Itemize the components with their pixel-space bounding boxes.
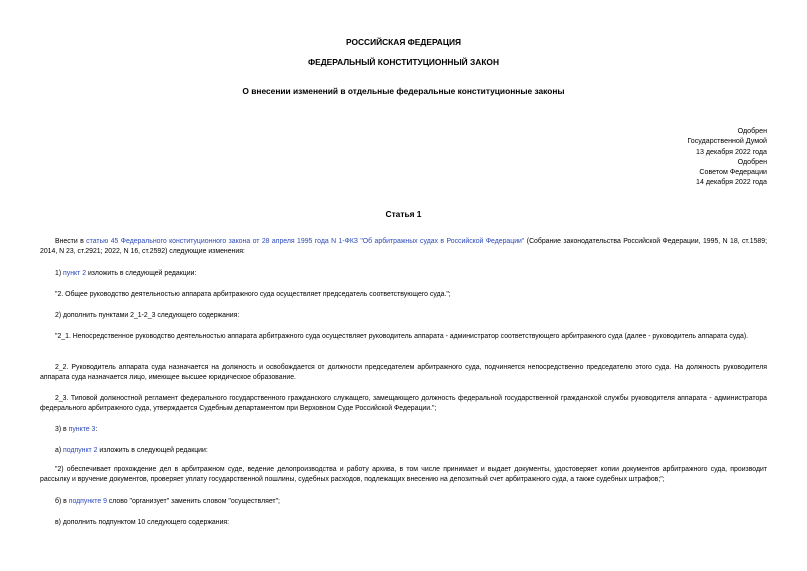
subitem-link[interactable]: подпункт 2 [63,447,98,454]
approval-block [467,126,767,188]
subitem-link[interactable]: подпункте 9 [68,498,107,505]
paragraph: б) в подпункте 9 слово "организует" заменить словом "осуществляет"; [55,498,280,505]
paragraph: 2) дополнить пунктами 2_1-2_3 следующего содержания: [55,312,240,319]
paragraph: 1) пункт 2 изложить в следующей редакции: [55,270,197,277]
paragraph: а) подпункт 2 изложить в следующей редакции: [55,447,208,454]
law-title: О внесении изменений в отдельные федеральные конституционные законы [242,86,565,96]
approval-line: Государственной Думой [687,137,767,146]
article-title: Статья 1 [385,209,422,219]
paragraph: 2_2. Руководитель аппарата суда назначается на должность и освобождается от должности председателем арбитражного суда, подчиняется непосредственно председателю этого суда. На должность руководителя аппарата суда назначается лицо, имеющее высшее юридическое образование. [40,364,767,382]
approval-line: Советом Федерации [699,168,767,177]
paragraph: в) дополнить подпунктом 10 следующего содержания: [55,519,230,526]
item-link[interactable]: пункт 2 [63,270,87,277]
paragraph: "2) обеспечивает прохождение дел в арбитражном суде, ведение делопроизводства и работу архива, в том числе принимает и выдает документы, удостоверяет копии документов арбитражного суда, производит рассылку и вручение документов, проверяет уплату государственной пошлины, судебных расходов, подлежащих внесению на депозитный счет арбитражного суда, а также судебных штрафов;"; [40,466,767,484]
paragraph: 3) в пункте 3: [55,426,98,433]
paragraph: 2_3. Типовой должностной регламент федерального государственного гражданского служащего, замещающего должность федеральной государственной гражданской службы руководителя аппарата - администратора федерального арбитражного суда, утверждается Судебным департаментом при Верховном Суде Российской Федерации."; [40,395,767,413]
paragraph: Внести в статью 45 Федерального конституционного закона от 28 апреля 1995 года N 1-ФКЗ "Об арбитражных судах в Российской Федерации" (Собрание законодательства Российской Федерации, 1995, N 18, ст.1589; 2014, N 23, ст.2921; 2022, N 16, ст.2592) следующие изменения: [40,238,767,256]
approval-line: 14 декабря 2022 года [696,178,767,187]
approval-line: 13 декабря 2022 года [696,147,767,156]
law-type-heading: ФЕДЕРАЛЬНЫЙ КОНСТИТУЦИОННЫЙ ЗАКОН [307,57,499,67]
paragraph: "2_1. Непосредственное руководство деятельностью аппарата арбитражного суда осуществляет руководитель аппарата - администратор соответствующего арбитражного суда (далее - руководитель аппарата суда). [55,333,749,340]
item-link[interactable]: пункте 3 [68,426,96,433]
approval-line: Одобрен [737,127,767,135]
federation-heading: РОССИЙСКАЯ ФЕДЕРАЦИЯ [345,37,462,47]
approval-line: Одобрен [737,157,767,166]
law-link[interactable]: статью 45 Федерального конституционного закона от 28 апреля 1995 года N 1-ФКЗ "Об арбитражных судах в Российской Федерации" [86,238,525,245]
paragraph: "2. Общее руководство деятельностью аппарата арбитражного суда осуществляет председатель соответствующего суда."; [55,291,451,298]
